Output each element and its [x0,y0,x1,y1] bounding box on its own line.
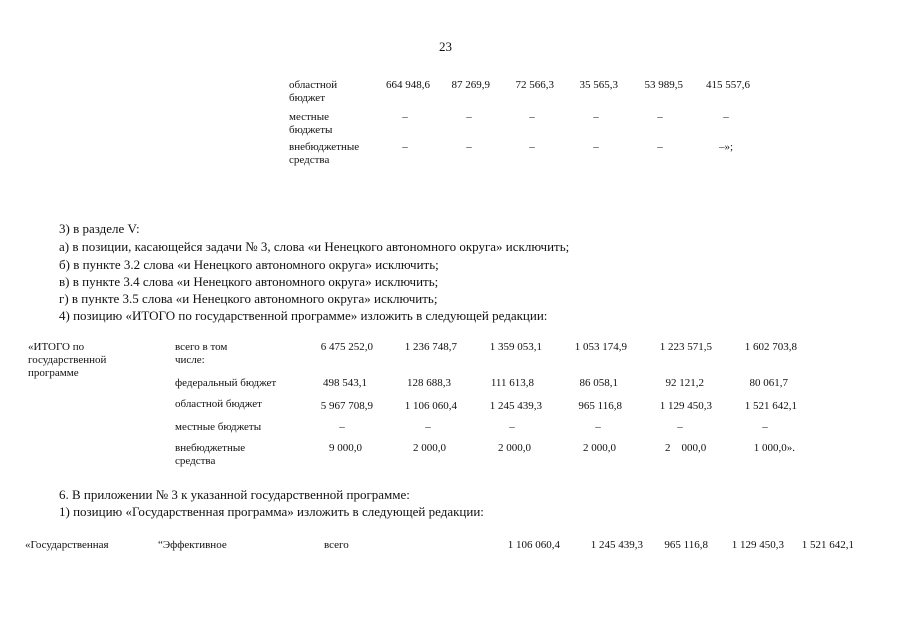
table-row-label: всего [324,539,349,551]
table-cell: – [529,111,535,123]
table-cell: – [657,111,663,123]
table-cell: –»; [719,141,734,153]
table-cell: 2 000,0 [665,442,707,454]
program-label: «Государственная [25,539,109,551]
table-cell: 92 121,2 [665,377,704,389]
page-number: 23 [439,39,452,54]
table-cell: 965 116,8 [578,400,622,412]
table-cell: 1 106 060,4 [404,400,457,412]
paragraph: б) в пункте 3.2 слова «и Ненецкого автономного округа» исключить; [59,257,439,272]
table-cell: – [339,421,345,433]
table-cell: 498 543,1 [323,377,367,389]
table-cell: – [425,421,431,433]
table-cell: 1 359 053,1 [489,341,542,353]
table-row-label: внебюджетные средства [289,141,360,166]
table-cell: – [466,141,472,153]
table-cell: 1 223 571,5 [659,341,712,353]
table-cell: 87 269,9 [451,79,490,91]
table-cell: 1 236 748,7 [404,341,457,353]
table-cell: 1 129 450,3 [731,539,784,551]
table-cell: – [593,111,599,123]
table-cell: 80 061,7 [749,377,788,389]
table-cell: – [595,421,601,433]
table-cell: – [657,141,663,153]
table-cell: – [762,421,768,433]
table-cell: 111 613,8 [490,377,534,389]
table-cell: 5 967 708,9 [320,400,373,412]
table-cell: – [402,141,408,153]
table-cell: 9 000,0 [329,442,362,454]
table-cell: 6 475 252,0 [320,341,373,353]
table-cell: 1 106 060,4 [507,539,560,551]
table-cell: 2 000,0 [583,442,616,454]
paragraph: а) в позиции, касающейся задачи № 3, слова «и Ненецкого автономного округа» исключить; [59,239,570,254]
program-name: “Эффективное [158,539,227,551]
table-cell: – [466,111,472,123]
table-cell: – [677,421,683,433]
paragraph: в) в пункте 3.4 слова «и Ненецкого автономного округа» исключить; [59,274,439,289]
table-cell: 965 116,8 [664,539,708,551]
table-cell: 86 058,1 [579,377,618,389]
table-cell: 35 565,3 [579,79,618,91]
table-cell: – [402,111,408,123]
table-row-label: областной бюджет [175,398,262,410]
table-cell: 1 053 174,9 [574,341,627,353]
table-cell: 1 521 642,1 [801,539,854,551]
table-row-label: федеральный бюджет [175,377,277,389]
table-cell: 1 245 439,3 [489,400,542,412]
table-cell: 2 000,0 [498,442,531,454]
table-cell: 1 602 703,8 [744,341,797,353]
table-cell: – [723,111,729,123]
paragraph: г) в пункте 3.5 слова «и Ненецкого автономного округа» исключить; [59,291,438,306]
table-row-label: областной бюджет [289,79,338,104]
table-row-label: местные бюджеты [175,421,262,433]
table-cell: – [529,141,535,153]
paragraph: 6. В приложении № 3 к указанной государственной программе: [59,487,410,502]
table-row-label: всего в том числе: [175,341,228,366]
table-cell: 1 521 642,1 [744,400,797,412]
table-cell: 53 989,5 [644,79,683,91]
table-cell: 664 948,6 [386,79,430,91]
table-cell: 415 557,6 [706,79,750,91]
paragraph: 3) в разделе V: [59,221,140,236]
table-cell: 72 566,3 [515,79,554,91]
itogo-heading: «ИТОГО по государственной программе [28,341,107,379]
table-cell: 2 000,0 [413,442,446,454]
table-cell: – [509,421,515,433]
table-cell: 1 129 450,3 [659,400,712,412]
table-cell: 1 245 439,3 [590,539,643,551]
paragraph: 1) позицию «Государственная программа» изложить в следующей редакции: [59,504,484,519]
table-cell: 1 000,0». [753,442,795,454]
table-cell: 128 688,3 [407,377,451,389]
table-cell: – [593,141,599,153]
table-row-label: внебюджетные средства [175,442,246,467]
paragraph: 4) позицию «ИТОГО по государственной программе» изложить в следующей редакции: [59,308,548,323]
table-row-label: местные бюджеты [289,111,333,136]
